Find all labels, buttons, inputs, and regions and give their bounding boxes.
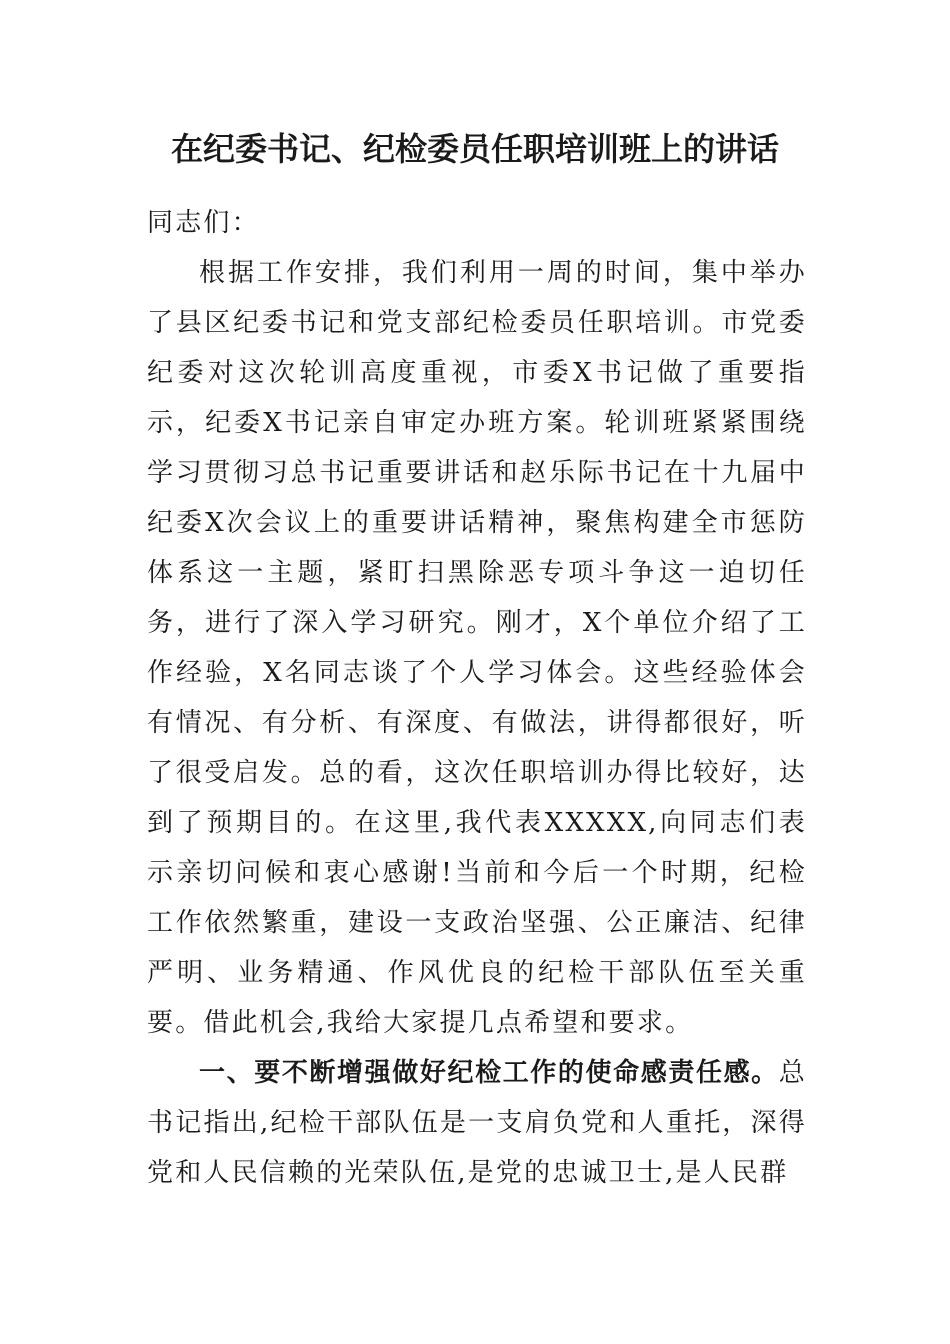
section-1-paragraph bbox=[147, 1048, 807, 1198]
section-1-text: 总书记指出,纪检干部队伍是一支肩负党和人重托，深得党和人民信赖的光荣队伍,是党的忠诚卫士,是人民群 bbox=[147, 1058, 807, 1188]
document-title: 在纪委书记、纪检委员任职培训班上的讲话 bbox=[170, 130, 779, 168]
salutation: 同志们： bbox=[147, 208, 260, 238]
paragraph-1: 根据工作安排，我们利用一周的时间，集中举办了县区纪委书记和党支部纪检委员任职培训。市党委纪委对这次轮训高度重视，市委X书记做了重要指示，纪委X书记亲自审定办班方案。轮训班紧紧围绕学习贯彻习总书记重要讲话和赵乐际书记在十九届中纪委X次会议上的重要讲话精神，聚焦构建全市惩防体系这一主题，紧盯扫黑除恶专项斗争这一迫切任务，进行了深入学习研究。刚才，X个单位介绍了工作经验，X名同志谈了个人学习体会。这些经验体会有情况、有分析、有深度、有做法，讲得都很好，听了很受启发。总的看，这次任职培训办得比较好，达到了预期目的。在这里,我代表XXXXX,向同志们表示亲切问候和衷心感谢!当前和今后一个时期，纪检工作依然繁重，建设一支政治坚强、公正廉洁、纪律严明、业务精通、作风优良的纪检干部队伍至关重要。借此机会,我给大家提几点希望和要求。 bbox=[147, 258, 807, 1038]
section-1-heading: 一、要不断增强做好纪检工作的使命感责任感。 bbox=[199, 1058, 779, 1088]
document-body bbox=[147, 198, 807, 1198]
